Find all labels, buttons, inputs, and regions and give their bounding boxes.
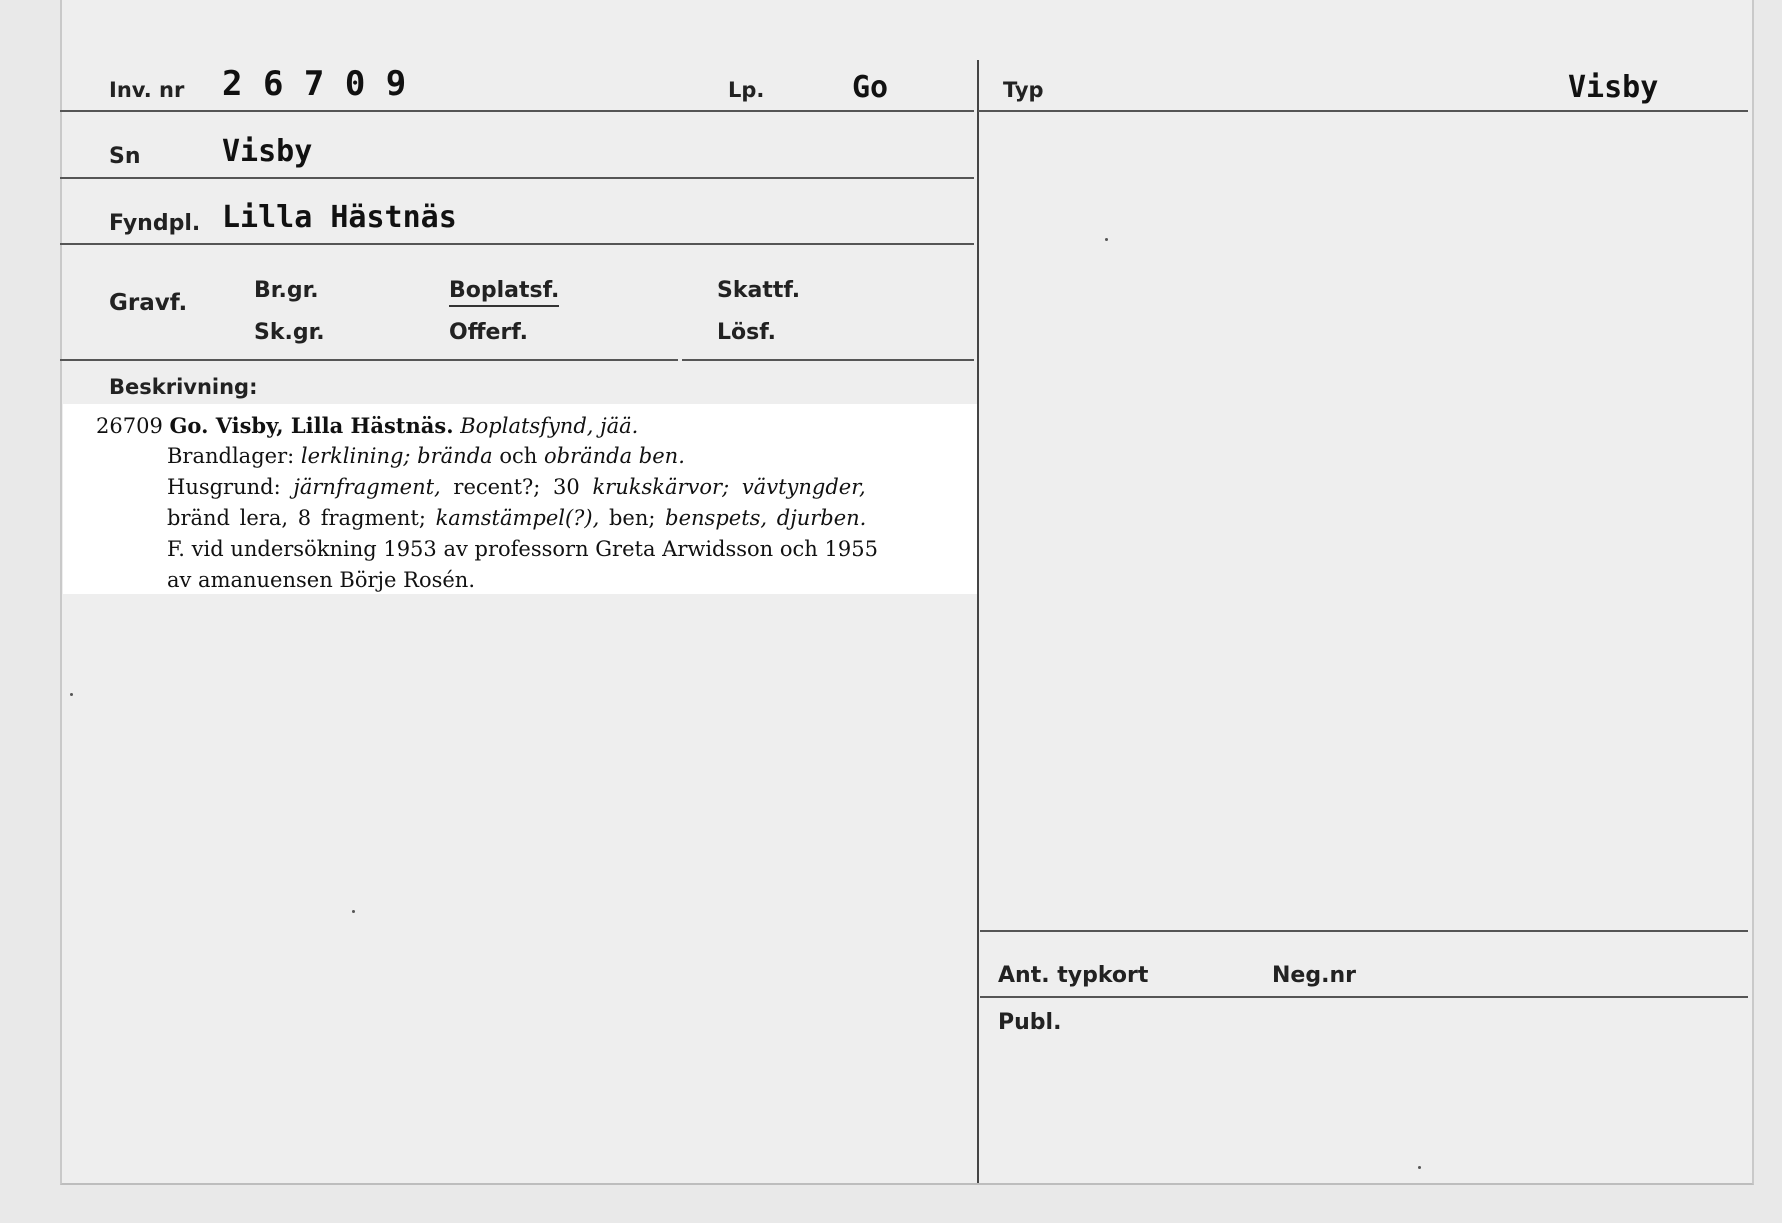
lp-value: Go (852, 70, 889, 105)
center-divider (977, 60, 979, 1183)
skgr-label: Sk.gr. (254, 320, 325, 345)
description-heading: Go. Visby, Lilla Hästnäs. (169, 413, 454, 438)
typ-value: Visby (1568, 70, 1659, 105)
typ-label: Typ (1003, 78, 1044, 102)
neg-nr-label: Neg.nr (1272, 963, 1356, 988)
description-line-5: F. vid undersökning 1953 av professorn Greta Arwidsson och 1955 (167, 537, 878, 561)
boplatsf-label: Boplatsf. (449, 278, 559, 307)
inv-nr-label: Inv. nr (109, 78, 185, 102)
description-heading-type: Boplatsfynd, jää. (460, 414, 639, 438)
description-line-6: av amanuensen Börje Rosén. (167, 568, 476, 592)
speck (352, 910, 355, 913)
fyndpl-label: Fyndpl. (109, 211, 201, 236)
description-line-1 (96, 410, 638, 442)
skattf-label: Skattf. (717, 278, 801, 303)
divider-categories-right (682, 359, 974, 361)
divider-typkort-bottom (980, 996, 1748, 998)
divider-typ (978, 110, 1748, 112)
description-line-3 (167, 472, 866, 503)
husgrund-item-3: krukskärvor; vävtyngder, (592, 475, 866, 499)
sn-value: Visby (222, 134, 313, 169)
losf-label: Lösf. (717, 320, 776, 345)
lp-label: Lp. (728, 78, 765, 102)
beskrivning-label: Beskrivning: (109, 375, 258, 399)
sn-label: Sn (109, 144, 141, 169)
divider-sn (60, 177, 974, 179)
divider-fyndpl (60, 243, 974, 245)
husgrund-label: Husgrund: (167, 475, 281, 499)
description-line-2 (167, 441, 685, 472)
inv-nr-value: 2 6 7 0 9 (222, 64, 407, 104)
line4-part-1: bränd lera, 8 fragment; (167, 506, 426, 530)
description-number: 26709 (96, 414, 163, 438)
brandlager-item-1: lerklining; brända (300, 444, 493, 468)
ant-typkort-label: Ant. typkort (998, 963, 1149, 988)
husgrund-item-1: järnfragment, (293, 475, 441, 499)
husgrund-item-2: recent?; 30 (453, 475, 580, 499)
publ-label: Publ. (998, 1010, 1062, 1035)
gravf-label: Gravf. (109, 290, 188, 316)
divider-inv (60, 110, 974, 112)
speck (1105, 238, 1108, 241)
speck (70, 693, 73, 696)
description-line-4 (167, 503, 866, 534)
offerf-label: Offerf. (449, 320, 529, 345)
line4-part-3: ben; (608, 506, 656, 530)
divider-typkort-top (980, 930, 1748, 932)
brandlager-item-2: obrända ben. (543, 444, 685, 468)
line4-part-2: kamstämpel(?), (435, 506, 600, 530)
line4-part-4: benspets, djurben. (665, 506, 867, 530)
brandlager-label: Brandlager: (167, 444, 295, 468)
brgr-label: Br.gr. (254, 278, 319, 303)
divider-categories-left (60, 359, 678, 361)
brandlager-conj: och (499, 444, 538, 468)
fyndpl-value: Lilla Hästnäs (222, 200, 457, 235)
speck (1418, 1166, 1421, 1169)
